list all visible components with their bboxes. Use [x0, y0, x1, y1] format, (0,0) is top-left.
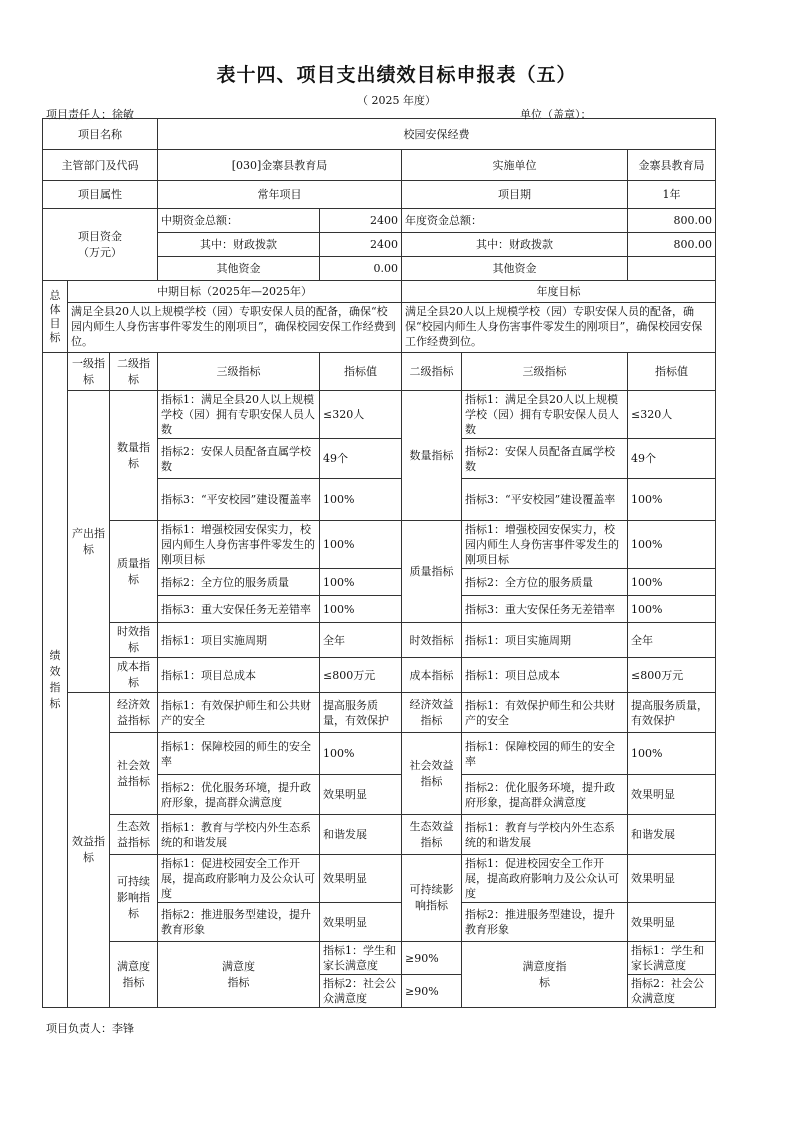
indicator-value: ≤320人 [320, 391, 402, 439]
year-fiscal-label: 其中：财政拨款 [402, 233, 628, 257]
mid-total-label: 中期资金总额： [158, 209, 320, 233]
year-fiscal: 800.00 [628, 233, 716, 257]
indicator-row: 指标1：有效保护师生和公共财产的安全 [158, 693, 320, 733]
project-name: 校园安保经费 [158, 119, 716, 150]
impl-label: 实施单位 [402, 150, 628, 181]
indicator-row: 指标3：重大安保任务无差错率 [462, 596, 628, 623]
indicators-label: 绩 效 指 标 [43, 353, 68, 1008]
quality-indicator-year: 质量指标 [402, 521, 462, 623]
h-level1: 一级指 标 [68, 353, 110, 391]
quantity-indicator-year: 数量指标 [402, 391, 462, 521]
indicator-row: 指标3：“平安校园”建设覆盖率 [158, 479, 320, 521]
cost-indicator-year: 成本指标 [402, 658, 462, 693]
year-other-label: 其他资金 [402, 257, 628, 281]
dept-label: 主管部门及代码 [43, 150, 158, 181]
indicator-row: 指标2：优化服务环境，提升政府形象，提高群众满意度 [462, 775, 628, 815]
indicator-row: 指标1：学生和家长满意度 [320, 942, 402, 975]
indicator-row: 指标1：增强校园安保实力，校园内师生人身伤害事件零发生的刚项目标 [462, 521, 628, 569]
mid-other-label: 其他资金 [158, 257, 320, 281]
cost-indicator: 成本指 标 [110, 658, 158, 693]
output-indicator: 产出指 标 [68, 391, 110, 693]
fund-label: 项目资金 （万元） [43, 209, 158, 281]
satisfaction-indicator: 满意度 指标 [110, 942, 158, 1008]
indicator-value: 和谐发展 [628, 815, 716, 855]
mid-goal-header: 中期目标（2025年—2025年） [68, 281, 402, 303]
year-line: （ 2025 年度） [357, 94, 436, 107]
indicator-row: 指标1：保障校园的师生的安全率 [158, 733, 320, 775]
time-indicator-year: 时效指标 [402, 623, 462, 658]
eco-indicator-year: 生态效益 指标 [402, 815, 462, 855]
indicator-row: 指标1：满足全县20人以上规模学校（园）拥有专职安保人员人数 [158, 391, 320, 439]
indicator-value: 效果明显 [628, 775, 716, 815]
indicator-row: 指标1：促进校园安全工作开展，提高政府影响力及公众认可度 [158, 855, 320, 903]
indicator-row: 指标1：项目实施周期 [462, 623, 628, 658]
mid-fiscal: 2400 [320, 233, 402, 257]
h-value-year: 指标值 [628, 353, 716, 391]
year-total-label: 年度资金总额： [402, 209, 628, 233]
indicator-row: 指标1：学生和家长满意度 [628, 942, 716, 975]
indicator-value: 效果明显 [320, 855, 402, 903]
indicator-row: 指标2：全方位的服务质量 [462, 569, 628, 596]
indicator-row: 指标1：促进校园安全工作开展，提高政府影响力及公众认可度 [462, 855, 628, 903]
econ-indicator-year: 经济效益 指标 [402, 693, 462, 733]
attr-value: 常年项目 [158, 181, 402, 209]
indicator-value: 效果明显 [320, 903, 402, 942]
quality-indicator: 质量指 标 [110, 521, 158, 623]
econ-indicator: 经济效 益指标 [110, 693, 158, 733]
h-level3-year: 三级指标 [462, 353, 628, 391]
indicator-value: ≥90% [402, 942, 462, 975]
indicator-row: 指标1：项目总成本 [158, 658, 320, 693]
indicator-value: 100% [320, 569, 402, 596]
indicator-value: 全年 [320, 623, 402, 658]
indicator-value: ≤800万元 [628, 658, 716, 693]
performance-table [42, 118, 716, 1008]
indicator-value: ≤800万元 [320, 658, 402, 693]
indicator-value: 效果明显 [628, 903, 716, 942]
indicator-row: 指标1：教育与学校内外生态系统的和谐发展 [462, 815, 628, 855]
year-total: 800.00 [628, 209, 716, 233]
h-level2: 二级指 标 [110, 353, 158, 391]
mid-total: 2400 [320, 209, 402, 233]
period-value: 1年 [628, 181, 716, 209]
indicator-row: 指标2：推进服务型建设，提升教育形象 [158, 903, 320, 942]
period-label: 项目期 [402, 181, 628, 209]
indicator-row: 指标1：增强校园安保实力，校园内师生人身伤害事件零发生的刚项目标 [158, 521, 320, 569]
eco-indicator: 生态效 益指标 [110, 815, 158, 855]
indicator-value: ≥90% [402, 975, 462, 1008]
indicator-row: 指标2：全方位的服务质量 [158, 569, 320, 596]
indicator-value: ≤320人 [628, 391, 716, 439]
indicator-row: 指标2：社会公众满意度 [628, 975, 716, 1008]
time-indicator: 时效指 标 [110, 623, 158, 658]
project-name-label: 项目名称 [43, 119, 158, 150]
mid-fiscal-label: 其中：财政拨款 [158, 233, 320, 257]
indicator-value: 100% [320, 521, 402, 569]
indicator-row: 指标1：保障校园的师生的安全率 [462, 733, 628, 775]
indicator-row: 指标2：安保人员配备直属学校数 [462, 439, 628, 479]
social-indicator-year: 社会效益 指标 [402, 733, 462, 815]
indicator-row: 指标2：推进服务型建设，提升教育形象 [462, 903, 628, 942]
indicator-value: 100% [628, 596, 716, 623]
mid-goal-text: 满足全县20人以上规模学校（园）专职安保人员的配备，确保“校园内师生人身伤害事件零发生的刚项目”，确保校园安保工作经费到位。 [68, 303, 402, 353]
dept-value: [030]金寨县教育局 [158, 150, 402, 181]
social-indicator: 社会效 益指标 [110, 733, 158, 815]
responsible-person: 项目责任人：徐敏 [46, 108, 134, 121]
satisfaction-indicator-year: 满意度指 标 [462, 942, 628, 1008]
project-leader: 项目负责人：李锋 [46, 1022, 134, 1035]
quantity-indicator: 数量指 标 [110, 391, 158, 521]
indicator-value: 提高服务质量，有效保护 [320, 693, 402, 733]
year-other [628, 257, 716, 281]
indicator-row: 指标2：优化服务环境，提升政府形象，提高群众满意度 [158, 775, 320, 815]
satisfaction-sub-indicator: 满意度 指标 [158, 942, 320, 1008]
h-level3: 三级指标 [158, 353, 320, 391]
indicator-row: 指标3：重大安保任务无差错率 [158, 596, 320, 623]
indicator-row: 指标1：满足全县20人以上规模学校（园）拥有专职安保人员人数 [462, 391, 628, 439]
impl-value: 金寨县教育局 [628, 150, 716, 181]
year-goal-header: 年度目标 [402, 281, 716, 303]
indicator-value: 全年 [628, 623, 716, 658]
indicator-value: 提高服务质量，有效保护 [628, 693, 716, 733]
sustain-indicator-year: 可持续影 响指标 [402, 855, 462, 942]
indicator-value: 49个 [320, 439, 402, 479]
h-value: 指标值 [320, 353, 402, 391]
page-title: 表十四、项目支出绩效目标申报表（五） [216, 64, 577, 86]
indicator-value: 效果明显 [320, 775, 402, 815]
year-goal-text: 满足全县20人以上规模学校（园）专职安保人员的配备，确保“校园内师生人身伤害事件零发生的刚项目”，确保校园安保工作经费到位。 [402, 303, 716, 353]
indicator-row: 指标2：安保人员配备直属学校数 [158, 439, 320, 479]
indicator-value: 100% [320, 479, 402, 521]
indicator-value: 效果明显 [628, 855, 716, 903]
unit-seal: 单位（盖章）： [520, 108, 592, 121]
indicator-value: 100% [628, 521, 716, 569]
indicator-row: 指标1：项目总成本 [462, 658, 628, 693]
h-level2-year: 二级指标 [402, 353, 462, 391]
indicator-row: 指标2：社会公众满意度 [320, 975, 402, 1008]
indicator-row: 指标3：“平安校园”建设覆盖率 [462, 479, 628, 521]
indicator-value: 100% [628, 479, 716, 521]
indicator-row: 指标1：教育与学校内外生态系统的和谐发展 [158, 815, 320, 855]
indicator-value: 100% [320, 733, 402, 775]
indicator-value: 100% [628, 733, 716, 775]
attr-label: 项目属性 [43, 181, 158, 209]
indicator-row: 指标1：有效保护师生和公共财产的安全 [462, 693, 628, 733]
mid-other: 0.00 [320, 257, 402, 281]
goals-label: 总 体 目 标 [43, 281, 68, 353]
benefit-indicator: 效益指 标 [68, 693, 110, 1008]
sustain-indicator: 可持续 影响指 标 [110, 855, 158, 942]
indicator-value: 100% [628, 569, 716, 596]
indicator-row: 指标1：项目实施周期 [158, 623, 320, 658]
indicator-value: 和谐发展 [320, 815, 402, 855]
indicator-value: 49个 [628, 439, 716, 479]
indicator-value: 100% [320, 596, 402, 623]
